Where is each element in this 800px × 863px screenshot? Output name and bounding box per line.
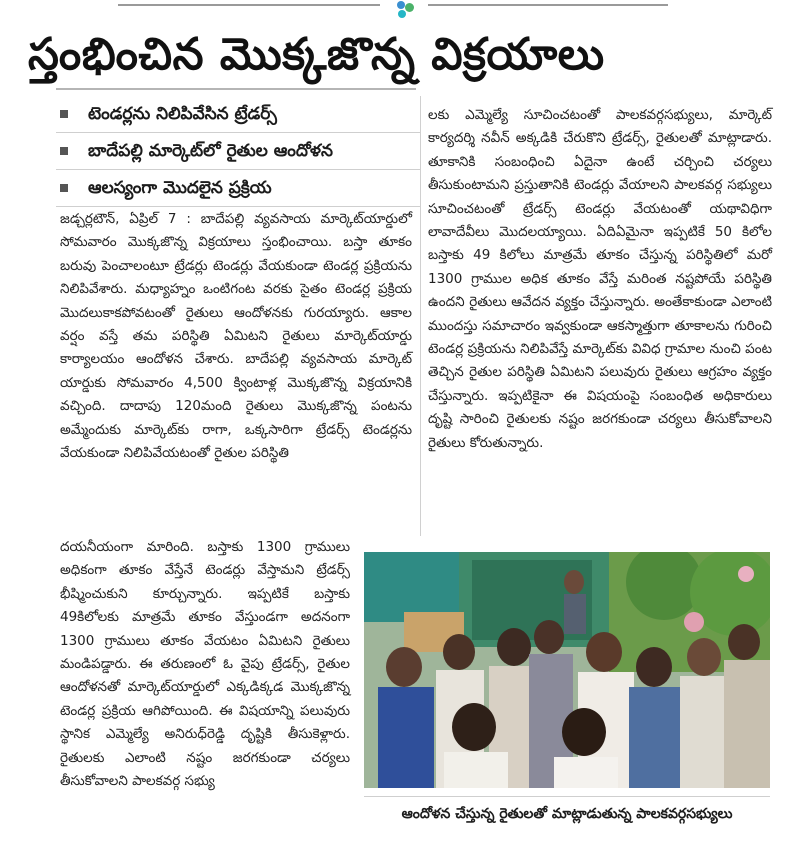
article-column-right bbox=[428, 104, 772, 455]
news-photo bbox=[364, 552, 770, 788]
bullet-item bbox=[56, 170, 420, 207]
bullet-text: బాదేపల్లి మార్కెట్‌లో రైతుల ఆందోళన bbox=[88, 141, 333, 161]
bullet-square-icon bbox=[60, 184, 68, 192]
bullet-square-icon bbox=[60, 110, 68, 118]
article-column-left-lower bbox=[60, 536, 350, 793]
headline: స్తంభించిన మొక్కజొన్న విక్రయాలు bbox=[28, 29, 605, 80]
bullet-text: ఆలస్యంగా మొదలైన ప్రక్రియ bbox=[88, 178, 272, 198]
column-divider bbox=[420, 96, 421, 536]
bullet-square-icon bbox=[60, 147, 68, 155]
article-paragraph: జడ్చర్లటౌన్, ఏప్రిల్ 7 : బాదేపల్లి వ్యవసాయ మార్కెట్‌యార్డులో సోమవారం మొక్కజొన్న విక్రయాలు స్తంభించాయి. బస్తా తూకం బరువు పెంచాలంటూ ట్రేడర్లు టెండర్లు వేయకుండా టెండర్ల ప్రక్రియను నిలిపివేశారు. మధ్యాహ్నం ఒంటిగంట వరకు సైతం టెండర్ల ప్రక్రియ మొదలుకాకపోవటంతో రైతులు ఆందోళనకు గురయ్యారు. ఆకాల వర్షం వస్తే తమ పరిస్థితి ఏమిటని రైతులు మార్కెట్‌యార్డు కార్యాలయం ఆందోళన చేశారు. బాదేపల్లి వ్యవసాయ మార్కెట్ యార్డుకు సోమవారం 4,500 క్వింటాళ్ల మొక్కజొన్న విక్రయానికి వచ్చింది. దాదాపు 120మంది రైతులు మొక్కజొన్న పంటను అమ్మేందుకు మార్కెట్‌కు రాగా, ఒక్కసారిగా ట్రేడర్స్ టెండర్లను వేయకుండా నిలిపివేయటంతో రైతుల పరిస్థితి bbox=[60, 211, 412, 462]
masthead-rule-left bbox=[118, 4, 380, 6]
brand-dot-icon bbox=[398, 10, 406, 18]
bullet-text: టెండర్లను నిలిపివేసిన ట్రేడర్స్ bbox=[88, 104, 277, 124]
bullet-item bbox=[56, 133, 420, 170]
article-column-left bbox=[60, 208, 412, 465]
headline-divider bbox=[56, 88, 416, 90]
bullet-item bbox=[56, 96, 420, 133]
article-paragraph: దయనీయంగా మారింది. బస్తాకు 1300 గ్రాములు అధికంగా తూకం వేస్తేనే టెండర్లు వేస్తామని ట్రేడర్స్ భీష్మించుకుని కూర్చున్నారు. ఇప్పటికే బస్తాకు 49కిలోలకు మాత్రమే తూకం వేస్తుండగా అదనంగా 1300 గ్రాములు తూకం వేయటం ఏమిటని రైతులు మండిపడ్డారు. ఈ తరుణంలో ఓ వైపు ట్రేడర్స్, రైతుల ఆందోళనతో మార్కెట్‌యార్డులో ఎక్కడిక్కడ మొక్కజొన్న టెండర్ల ప్రక్రియ ఆగిపోయింది. ఈ విషయాన్ని పలువురు స్థానిక ఎమ్మెల్యే అనిరుధ్‌రెడ్డి దృష్టికి తీసుకెళ్లారు. రైతులకు ఎలాంటి నష్టం జరగకుండా చర్యలు తీసుకోవాలని పాలకవర్గ సభ్యు bbox=[60, 539, 350, 790]
masthead-band bbox=[0, 0, 800, 22]
brand-dot-icon bbox=[397, 1, 405, 9]
caption-divider bbox=[364, 796, 770, 797]
article-paragraph: లకు ఎమ్మెల్యే సూచించటంతో పాలకవర్గసభ్యులు, మార్కెట్ కార్యదర్శి నవీన్ అక్కడికి చేరుకొని ట్రేడర్స్, రైతులతో మాట్లాడారు. తూకానికి సంబంధించి ఏదైనా ఉంటే చర్చించి చర్యలు తీసుకుంటామని ప్రస్తుతానికి టెండర్లు వేయాలని పాలకవర్గ సభ్యులు సూచించటంతో ట్రేడర్స్ టెండర్లు వేయటంతో యథావిధిగా లావాదేవీలు మొదలయ్యాయి. ఏదిఏమైనా ఇప్పటికే 50 కిలోల బస్తాకు 49 కిలోలు మాత్రమే తూకం చేస్తున్న పరిస్థితిలో మరో 1300 గ్రాముల అధిక తూకం వేస్తే మరింత నష్టపోయే పరిస్థితి ఉందని రైతులు ఆవేదన వ్యక్తం చేస్తున్నారు. అంతేకాకుండా ఎలాంటి ముందస్తు సమాచారం ఇవ్వకుండా ఆకస్మాత్తుగా తూకాలను గురించి టెండర్ల ప్రక్రియను నిలిపివేస్తే మార్కెట్‌కు వివిధ గ్రామాల నుంచి పంట తెచ్చిన రైతుల పరిస్థితి ఏమిటని పలువురు రైతులు ఆగ్రహం వ్యక్తం చేస్తున్నారు. ఇప్పటికైనా ఈ విషయంపై సంబంధిత అధికారులు దృష్టి సారించి రైతులకు నష్టం జరగకుండా చర్యలు తీసుకోవాలని రైతులు కోరుతున్నారు. bbox=[428, 107, 772, 451]
photo-caption: ఆందోళన చేస్తున్న రైతులతో మాట్లాడుతున్న పాలకవర్గసభ్యులు bbox=[401, 806, 733, 822]
brand-dot-icon bbox=[405, 3, 414, 12]
highlight-bullets bbox=[56, 96, 420, 207]
masthead-rule-right bbox=[428, 4, 668, 6]
